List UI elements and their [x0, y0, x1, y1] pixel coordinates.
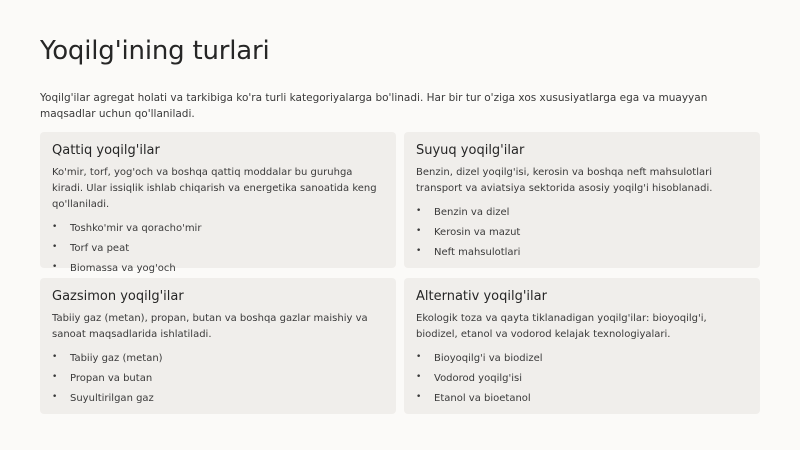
- bullet-icon: •: [52, 242, 58, 252]
- bullet-icon: •: [52, 372, 58, 382]
- list-item-text: Benzin va dizel: [434, 207, 510, 218]
- list-item: [416, 389, 748, 409]
- card-title: Gazsimon yoqilg'ilar: [52, 289, 184, 304]
- bullet-icon: •: [416, 246, 422, 256]
- list-item-text: Torf va peat: [70, 243, 130, 254]
- list-item-text: Suyultirilgan gaz: [70, 393, 154, 404]
- list-item-text: Tabiiy gaz (metan): [70, 353, 163, 364]
- card-list: [52, 349, 384, 409]
- card-title: Qattiq yoqilg'ilar: [52, 143, 160, 158]
- card-description: Ekologik toza va qayta tiklanadigan yoqilg'ilar: bioyoqilg'i, biodizel, etanol va vodorod kelajak texnologiyalari.: [416, 313, 707, 340]
- card-gaseous-fuels: [40, 278, 396, 414]
- list-item: [52, 389, 384, 409]
- list-item-text: Neft mahsulotlari: [434, 247, 521, 258]
- bullet-icon: •: [52, 352, 58, 362]
- bullet-icon: •: [416, 372, 422, 382]
- card-description: Tabiiy gaz (metan), propan, butan va boshqa gazlar maishiy va sanoat maqsadlarida ishlatiladi.: [52, 313, 368, 340]
- list-item: [416, 243, 748, 263]
- card-list: [416, 349, 748, 409]
- list-item: [416, 203, 748, 223]
- page-title: Yoqilg'ining turlari: [40, 36, 270, 66]
- intro-paragraph: Yoqilg'ilar agregat holati va tarkibiga ko'ra turli kategoriyalarga bo'linadi. Har bir tur o'ziga xos xususiyatlarga ega va muayyan maqsadlar uchun qo'llaniladi.: [40, 92, 708, 120]
- bullet-icon: •: [416, 206, 422, 216]
- list-item: [52, 369, 384, 389]
- list-item: [52, 239, 384, 259]
- card-title: Alternativ yoqilg'ilar: [416, 289, 547, 304]
- card-list: [52, 219, 384, 279]
- bullet-icon: •: [52, 262, 58, 272]
- card-description: Benzin, dizel yoqilg'isi, kerosin va boshqa neft mahsulotlari transport va aviatsiya sektorida asosiy yoqilg'i hisoblanadi.: [416, 167, 713, 194]
- list-item-text: Propan va butan: [70, 373, 153, 384]
- list-item: [52, 219, 384, 239]
- list-item: [52, 349, 384, 369]
- card-alternative-fuels: [404, 278, 760, 414]
- card-liquid-fuels: [404, 132, 760, 268]
- list-item: [52, 259, 384, 279]
- list-item-text: Kerosin va mazut: [434, 227, 521, 238]
- card-list: [416, 203, 748, 263]
- list-item-text: Etanol va bioetanol: [434, 393, 531, 404]
- card-description: Ko'mir, torf, yog'och va boshqa qattiq moddalar bu guruhga kiradi. Ular issiqlik ishlab chiqarish va energetika sanoatida keng qo'llaniladi.: [52, 167, 377, 210]
- list-item-text: Toshko'mir va qoracho'mir: [70, 223, 202, 234]
- bullet-icon: •: [416, 392, 422, 402]
- fuel-types-grid: [40, 132, 760, 414]
- list-item: [416, 223, 748, 243]
- card-title: Suyuq yoqilg'ilar: [416, 143, 525, 158]
- bullet-icon: •: [52, 222, 58, 232]
- bullet-icon: •: [416, 352, 422, 362]
- list-item-text: Biomassa va yog'och: [70, 263, 176, 274]
- list-item: [416, 349, 748, 369]
- bullet-icon: •: [416, 226, 422, 236]
- card-solid-fuels: [40, 132, 396, 274]
- list-item-text: Bioyoqilg'i va biodizel: [434, 353, 543, 364]
- list-item-text: Vodorod yoqilg'isi: [434, 373, 522, 384]
- list-item: [416, 369, 748, 389]
- bullet-icon: •: [52, 392, 58, 402]
